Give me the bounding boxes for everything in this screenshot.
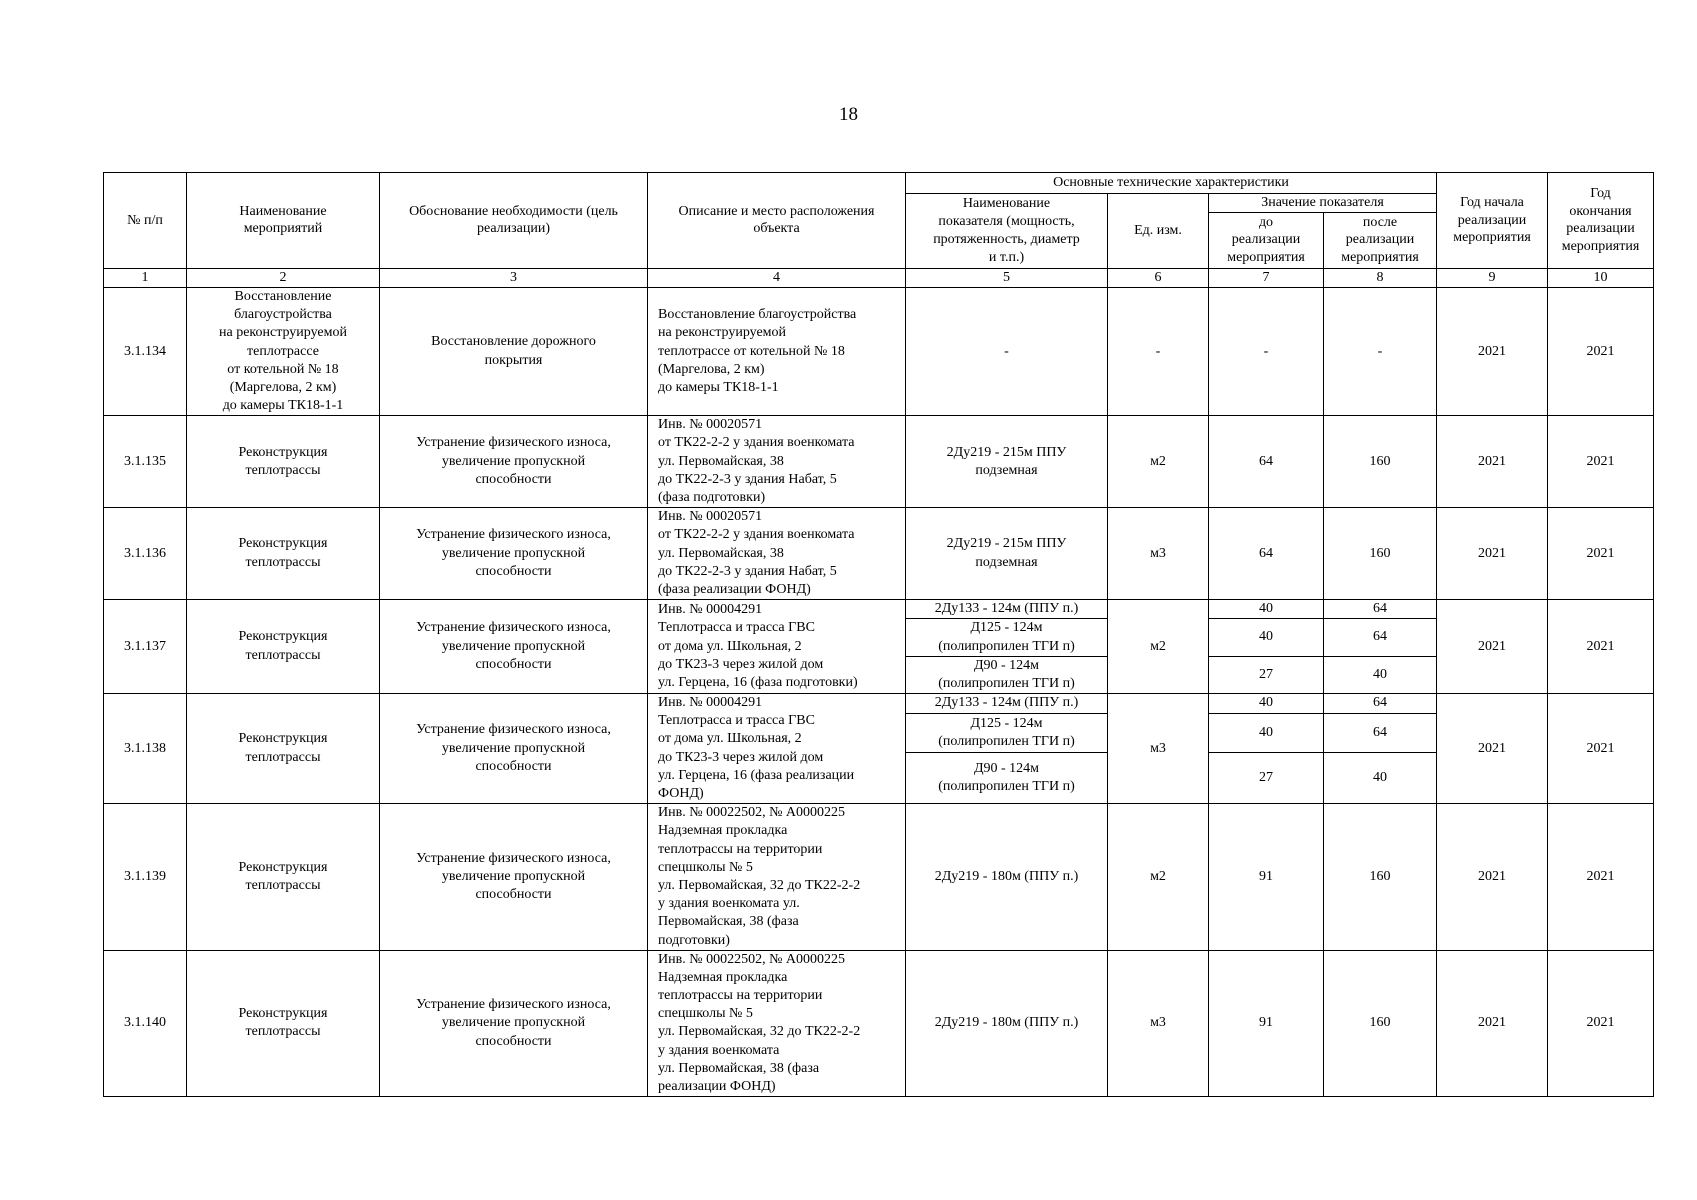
column-index-cell: 1 <box>104 268 187 287</box>
text-line: увеличение пропускной <box>441 868 586 884</box>
param-name <box>906 804 1108 951</box>
text-line: окончания <box>1569 203 1632 219</box>
text-line: увеличение пропускной <box>441 740 586 756</box>
measure-name <box>187 694 380 804</box>
object-description <box>648 416 906 508</box>
object-description <box>648 508 906 600</box>
header-name <box>187 173 380 269</box>
param-name <box>906 752 1108 804</box>
text-line: до камеры ТК18-1-1 <box>658 379 779 395</box>
start-year: 2021 <box>1437 287 1548 415</box>
header-before <box>1209 212 1324 268</box>
text-line: (Маргелова, 2 км) <box>658 361 765 377</box>
row-number: 3.1.140 <box>104 950 187 1097</box>
object-description <box>648 694 906 804</box>
text-line: увеличение пропускной <box>441 453 586 469</box>
row-number: 3.1.139 <box>104 804 187 951</box>
text-line: Реконструкция <box>238 444 328 460</box>
text-line: ул. Герцена, 16 (фаза подготовки) <box>658 674 858 690</box>
header-after <box>1324 212 1437 268</box>
text-line: способности <box>475 887 552 903</box>
end-year: 2021 <box>1548 694 1654 804</box>
header-num: № п/п <box>104 173 187 269</box>
text-line: Год начала <box>1460 194 1524 210</box>
text-line: до камеры ТК18-1-1 <box>222 398 344 414</box>
value-before: 91 <box>1209 950 1324 1097</box>
value-after: 160 <box>1324 804 1437 951</box>
text-line: 2Ду219 - 215м ППУ <box>946 536 1067 552</box>
text-line: подготовки) <box>658 932 730 948</box>
object-description <box>648 950 906 1097</box>
column-index-cell: 9 <box>1437 268 1548 287</box>
text-line: (Маргелова, 2 км) <box>229 379 337 395</box>
value-after: 64 <box>1324 600 1437 619</box>
text-line: 2Ду219 - 180м (ППУ п.) <box>934 868 1079 884</box>
value-before: - <box>1209 287 1324 415</box>
value-before: 91 <box>1209 804 1324 951</box>
text-line: показателя (мощность, <box>938 214 1075 230</box>
text-line: способности <box>475 656 552 672</box>
start-year: 2021 <box>1437 508 1548 600</box>
table-row <box>104 600 1654 619</box>
table-row <box>104 804 1654 951</box>
text-line: и т.п.) <box>988 249 1025 265</box>
text-line: 2Ду219 - 215м ППУ <box>946 444 1067 460</box>
text-line: 2Ду133 - 124м (ППУ п.) <box>934 601 1079 617</box>
row-number: 3.1.135 <box>104 416 187 508</box>
value-before: 64 <box>1209 416 1324 508</box>
text-line: спецшколы № 5 <box>658 1006 753 1022</box>
text-line: ул. Первомайская, 32 до ТК22-2-2 <box>658 877 861 893</box>
text-line: Восстановление дорожного <box>431 334 596 350</box>
page-number: 18 <box>839 104 858 125</box>
text-line: ул. Первомайская, 38 <box>658 453 784 469</box>
text-line: увеличение пропускной <box>441 638 586 654</box>
header-end-year <box>1548 173 1654 269</box>
table-row <box>104 950 1654 1097</box>
start-year: 2021 <box>1437 950 1548 1097</box>
text-line: Устранение физического износа, <box>416 997 611 1013</box>
unit: - <box>1108 287 1209 415</box>
text-line: способности <box>475 471 552 487</box>
text-line: до ТК22-2-3 у здания Набат, 5 <box>658 563 837 579</box>
text-line: способности <box>475 563 552 579</box>
text-line: Восстановление <box>234 288 332 304</box>
object-description <box>648 804 906 951</box>
header-start-year <box>1437 173 1548 269</box>
text-line: Инв. № 00004291 <box>658 602 763 618</box>
text-line: покрытия <box>484 352 543 368</box>
unit: м3 <box>1108 508 1209 600</box>
measure-reason <box>380 804 648 951</box>
value-after: 40 <box>1324 752 1437 804</box>
text-line: от дома ул. Школьная, 2 <box>658 731 802 747</box>
text-line: Реконструкция <box>238 731 328 747</box>
text-line: реализации ФОНД) <box>658 1079 776 1095</box>
measure-reason <box>380 694 648 804</box>
column-index-cell: 8 <box>1324 268 1437 287</box>
object-description <box>648 287 906 415</box>
text-line: мероприятий <box>243 221 323 237</box>
text-line: от ТК22-2-2 у здания военкомата <box>658 527 855 543</box>
column-index-cell: 5 <box>906 268 1108 287</box>
end-year: 2021 <box>1548 416 1654 508</box>
start-year: 2021 <box>1437 416 1548 508</box>
text-line: мероприятия <box>1561 239 1640 255</box>
text-line: мероприятия <box>1341 250 1419 266</box>
measure-name <box>187 508 380 600</box>
unit: м3 <box>1108 694 1209 804</box>
text-line: Реконструкция <box>238 1006 328 1022</box>
param-name <box>906 619 1108 656</box>
text-line: мероприятия <box>1227 250 1305 266</box>
text-line: 2Ду133 - 124м (ППУ п.) <box>934 695 1079 711</box>
start-year: 2021 <box>1437 694 1548 804</box>
text-line: 2Ду219 - 180м (ППУ п.) <box>934 1015 1079 1031</box>
param-name <box>906 600 1108 619</box>
object-description <box>648 600 906 694</box>
text-line: Д90 - 124м <box>973 657 1040 673</box>
text-line: Устранение физического износа, <box>416 722 611 738</box>
value-after: 160 <box>1324 416 1437 508</box>
text-line: Первомайская, 38 (фаза <box>658 914 799 930</box>
param-name <box>906 508 1108 600</box>
measure-name <box>187 804 380 951</box>
text-line: увеличение пропускной <box>441 545 586 561</box>
value-before: 27 <box>1209 656 1324 693</box>
text-line: увеличение пропускной <box>441 1015 586 1031</box>
text-line: протяженность, диаметр <box>933 231 1080 247</box>
param-name <box>906 656 1108 693</box>
text-line: Устранение физического износа, <box>416 620 611 636</box>
end-year: 2021 <box>1548 600 1654 694</box>
text-line: реализации) <box>476 221 551 237</box>
text-line: благоустройства <box>234 307 332 323</box>
text-line: Реконструкция <box>238 536 328 552</box>
text-line: от дома ул. Школьная, 2 <box>658 638 802 654</box>
value-after: 160 <box>1324 508 1437 600</box>
param-name <box>906 713 1108 752</box>
text-line: теплотрассы <box>245 647 321 663</box>
text-line: до <box>1258 214 1274 230</box>
text-line: теплотрассе от котельной № 18 <box>658 343 845 359</box>
value-after: 40 <box>1324 656 1437 693</box>
row-number: 3.1.137 <box>104 600 187 694</box>
text-line: (полипропилен ТГИ п) <box>938 778 1075 794</box>
header-description <box>648 173 906 269</box>
value-after: 64 <box>1324 713 1437 752</box>
text-line: Устранение физического износа, <box>416 850 611 866</box>
header-reason <box>380 173 648 269</box>
column-index-cell: 10 <box>1548 268 1654 287</box>
value-before: 64 <box>1209 508 1324 600</box>
table-row <box>104 416 1654 508</box>
text-line: после <box>1362 214 1398 230</box>
text-line: способности <box>475 758 552 774</box>
text-line: Д125 - 124м <box>970 620 1043 636</box>
text-line: Наименование <box>962 196 1051 212</box>
measure-reason <box>380 287 648 415</box>
text-line: теплотрассы <box>245 877 321 893</box>
value-after: - <box>1324 287 1437 415</box>
param-name <box>906 694 1108 714</box>
value-before: 40 <box>1209 713 1324 752</box>
row-number: 3.1.138 <box>104 694 187 804</box>
text-line: Д125 - 124м <box>970 715 1043 731</box>
text-line: ул. Первомайская, 38 (фаза <box>658 1060 820 1076</box>
text-line: теплотрассы <box>245 1024 321 1040</box>
table-row <box>104 694 1654 714</box>
text-line: ул. Герцена, 16 (фаза реализации <box>658 767 855 783</box>
value-before: 40 <box>1209 619 1324 656</box>
column-index-cell: 3 <box>380 268 648 287</box>
measure-name <box>187 416 380 508</box>
start-year: 2021 <box>1437 600 1548 694</box>
text-line: у здания военкомата <box>658 1042 780 1058</box>
table-row <box>104 508 1654 600</box>
column-index-row <box>104 268 1654 287</box>
unit: м2 <box>1108 804 1209 951</box>
text-line: Устранение физического износа, <box>416 435 611 451</box>
start-year: 2021 <box>1437 804 1548 951</box>
measures-table <box>103 172 1654 1097</box>
text-line: (фаза подготовки) <box>658 490 766 506</box>
text-line: Реконструкция <box>238 629 328 645</box>
text-line: подземная <box>975 462 1038 478</box>
header-unit: Ед. изм. <box>1108 194 1209 269</box>
end-year: 2021 <box>1548 287 1654 415</box>
value-before: 40 <box>1209 694 1324 714</box>
text-line: (полипропилен ТГИ п) <box>938 638 1075 654</box>
row-number: 3.1.134 <box>104 287 187 415</box>
header-value-group: Значение показателя <box>1209 194 1437 213</box>
end-year: 2021 <box>1548 804 1654 951</box>
measure-reason <box>380 508 648 600</box>
value-before: 27 <box>1209 752 1324 804</box>
text-line: реализации <box>1231 232 1301 248</box>
text-line: Инв. № 00020571 <box>658 417 763 433</box>
text-line: теплотрассе <box>247 343 319 359</box>
value-after: 64 <box>1324 619 1437 656</box>
text-line: Обоснование необходимости (цель <box>409 203 618 219</box>
column-index-cell: 4 <box>648 268 906 287</box>
text-line: Инв. № 00022502, № А0000225 <box>658 805 846 821</box>
text-line: реализации <box>1345 232 1415 248</box>
measure-name <box>187 950 380 1097</box>
text-line: Теплотрасса и трасса ГВС <box>658 713 815 729</box>
text-line: до ТК23-3 через жилой дом <box>658 656 824 672</box>
column-index-cell: 6 <box>1108 268 1209 287</box>
text-line: Год <box>1590 185 1611 201</box>
text-line: объекта <box>753 221 800 237</box>
text-line: Инв. № 00022502, № А0000225 <box>658 951 846 967</box>
text-line: Теплотрасса и трасса ГВС <box>658 620 815 636</box>
text-line: спецшколы № 5 <box>658 859 753 875</box>
param-name <box>906 416 1108 508</box>
text-line: реализации <box>1566 221 1635 237</box>
param-name: - <box>906 287 1108 415</box>
text-line: Надземная прокладка <box>658 969 788 985</box>
measure-name <box>187 600 380 694</box>
text-line: до ТК23-3 через жилой дом <box>658 749 824 765</box>
text-line: Описание и место расположения <box>678 203 875 219</box>
text-line: у здания военкомата ул. <box>658 896 800 912</box>
text-line: на реконструируемой <box>218 325 347 341</box>
text-line: (полипропилен ТГИ п) <box>938 675 1075 691</box>
text-line: Д90 - 124м <box>973 760 1040 776</box>
text-line: теплотрассы <box>245 554 321 570</box>
param-name <box>906 950 1108 1097</box>
text-line: теплотрассы на территории <box>658 988 823 1004</box>
text-line: способности <box>475 1033 552 1049</box>
unit: м2 <box>1108 416 1209 508</box>
table-body <box>104 287 1654 1096</box>
measure-reason <box>380 950 648 1097</box>
header-tech-group: Основные технические характеристики <box>906 173 1437 194</box>
text-line: Надземная прокладка <box>658 823 788 839</box>
text-line: Инв. № 00020571 <box>658 509 763 525</box>
table-row <box>104 287 1654 415</box>
text-line: ул. Первомайская, 32 до ТК22-2-2 <box>658 1024 861 1040</box>
end-year: 2021 <box>1548 508 1654 600</box>
text-line: реализации <box>1457 212 1527 228</box>
text-line: на реконструируемой <box>658 325 787 341</box>
column-index-cell: 7 <box>1209 268 1324 287</box>
text-line: мероприятия <box>1453 230 1531 246</box>
value-after: 160 <box>1324 950 1437 1097</box>
text-line: (фаза реализации ФОНД) <box>658 581 811 597</box>
text-line: Восстановление благоустройства <box>658 307 857 323</box>
text-line: теплотрассы на территории <box>658 841 823 857</box>
table-header <box>104 173 1654 288</box>
text-line: Инв. № 00004291 <box>658 695 763 711</box>
value-before: 40 <box>1209 600 1324 619</box>
text-line: Реконструкция <box>238 859 328 875</box>
text-line: ул. Первомайская, 38 <box>658 545 784 561</box>
measure-reason <box>380 600 648 694</box>
end-year: 2021 <box>1548 950 1654 1097</box>
unit: м3 <box>1108 950 1209 1097</box>
text-line: теплотрассы <box>245 749 321 765</box>
text-line: Наименование <box>239 203 327 219</box>
text-line: от котельной № 18 <box>227 361 339 377</box>
measure-reason <box>380 416 648 508</box>
unit: м2 <box>1108 600 1209 694</box>
text-line: теплотрассы <box>245 462 321 478</box>
value-after: 64 <box>1324 694 1437 714</box>
header-param <box>906 194 1108 269</box>
column-index-cell: 2 <box>187 268 380 287</box>
row-number: 3.1.136 <box>104 508 187 600</box>
text-line: (полипропилен ТГИ п) <box>938 733 1075 749</box>
measure-name <box>187 287 380 415</box>
text-line: ФОНД) <box>658 786 704 802</box>
text-line: до ТК22-2-3 у здания Набат, 5 <box>658 471 837 487</box>
text-line: подземная <box>975 554 1038 570</box>
text-line: Устранение физического износа, <box>416 527 611 543</box>
text-line: от ТК22-2-2 у здания военкомата <box>658 435 855 451</box>
